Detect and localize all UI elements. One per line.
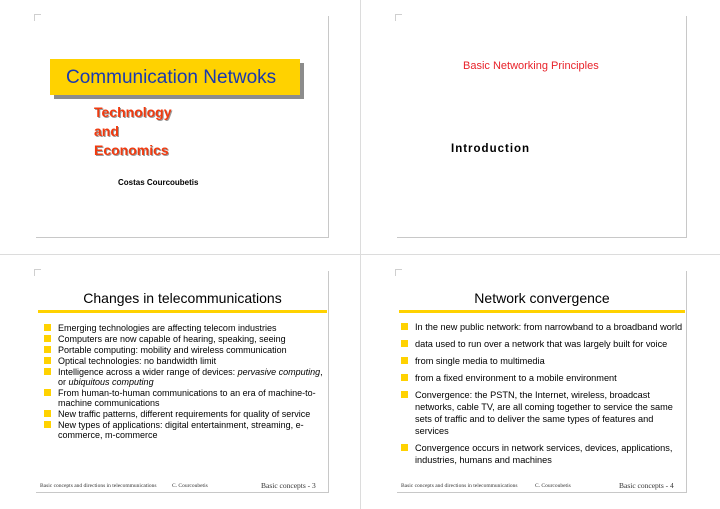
- footer-author: C. Courcoubetis: [535, 483, 571, 489]
- bullet-list: [44, 323, 328, 441]
- slide-frame: [397, 16, 687, 238]
- list-item: Portable computing: mobility and wireless communication: [44, 345, 328, 355]
- square-bullet-icon: [44, 357, 51, 364]
- square-bullet-icon: [44, 389, 51, 396]
- title-rule: [38, 310, 327, 313]
- title-rule: [399, 310, 685, 313]
- square-bullet-icon: [401, 374, 408, 381]
- list-item: New traffic patterns, different requirements for quality of service: [44, 409, 328, 419]
- square-bullet-icon: [401, 391, 408, 398]
- footer-page: Basic concepts - 3: [261, 481, 316, 490]
- presentation-title: Communication Netwoks: [66, 67, 277, 88]
- square-bullet-icon: [401, 444, 408, 451]
- vertical-fold-line: [360, 0, 361, 509]
- slide-1: [36, 16, 329, 238]
- author-name: Costas Courcoubetis: [118, 178, 199, 187]
- bullet-list: [401, 321, 685, 471]
- square-bullet-icon: [401, 340, 408, 347]
- list-item: data used to run over a network that was largely built for voice: [401, 338, 685, 350]
- slide-2: [397, 16, 687, 238]
- section-title: Introduction: [451, 143, 531, 155]
- list-item: New types of applications: digital entertainment, streaming, e-commerce, m-commerce: [44, 420, 328, 440]
- subtitle-line-2: and: [94, 123, 119, 139]
- subtitle-line-3: Economics: [94, 142, 169, 158]
- slide-frame: [36, 16, 329, 238]
- slide-corner-mark: [34, 269, 41, 276]
- subtitle-line-1: Technology: [94, 104, 172, 120]
- section-heading: Basic Networking Principles: [463, 60, 599, 72]
- footer-course: Basic concepts and directions in telecommunications: [40, 483, 157, 489]
- list-item: Optical technologies: no bandwidth limit: [44, 356, 328, 366]
- slide-corner-mark: [395, 14, 402, 21]
- footer-course: Basic concepts and directions in telecommunications: [401, 483, 518, 489]
- square-bullet-icon: [44, 368, 51, 375]
- square-bullet-icon: [401, 323, 408, 330]
- square-bullet-icon: [44, 421, 51, 428]
- list-item: Convergence: the PSTN, the Internet, wireless, broadcast networks, cable TV, are all coming together to service the same sets of traffic and to deliver the same types of features and services: [401, 389, 685, 437]
- list-item: Convergence occurs in network services, devices, applications, industries, humans and machines: [401, 442, 685, 466]
- slide-title: Network convergence: [474, 290, 610, 306]
- list-item: Computers are now capable of hearing, speaking, seeing: [44, 334, 328, 344]
- square-bullet-icon: [44, 346, 51, 353]
- title-box: [50, 59, 300, 95]
- square-bullet-icon: [44, 324, 51, 331]
- square-bullet-icon: [44, 335, 51, 342]
- slide-3: [36, 271, 329, 493]
- list-item: In the new public network: from narrowband to a broadband world: [401, 321, 685, 333]
- slide-corner-mark: [395, 269, 402, 276]
- footer-page: Basic concepts - 4: [619, 481, 674, 490]
- slide-4: [397, 271, 687, 493]
- list-item: Intelligence across a wider range of devices: pervasive computing, or ubiquitous computing: [44, 367, 328, 387]
- list-item: from a fixed environment to a mobile environment: [401, 372, 685, 384]
- list-item: from single media to multimedia: [401, 355, 685, 367]
- slide-title: Changes in telecommunications: [83, 290, 282, 306]
- footer-author: C. Courcoubetis: [172, 483, 208, 489]
- list-item: From human-to-human communications to an era of machine-to-machine communications: [44, 388, 328, 408]
- square-bullet-icon: [401, 357, 408, 364]
- square-bullet-icon: [44, 410, 51, 417]
- slide-corner-mark: [34, 14, 41, 21]
- list-item: Emerging technologies are affecting telecom industries: [44, 323, 328, 333]
